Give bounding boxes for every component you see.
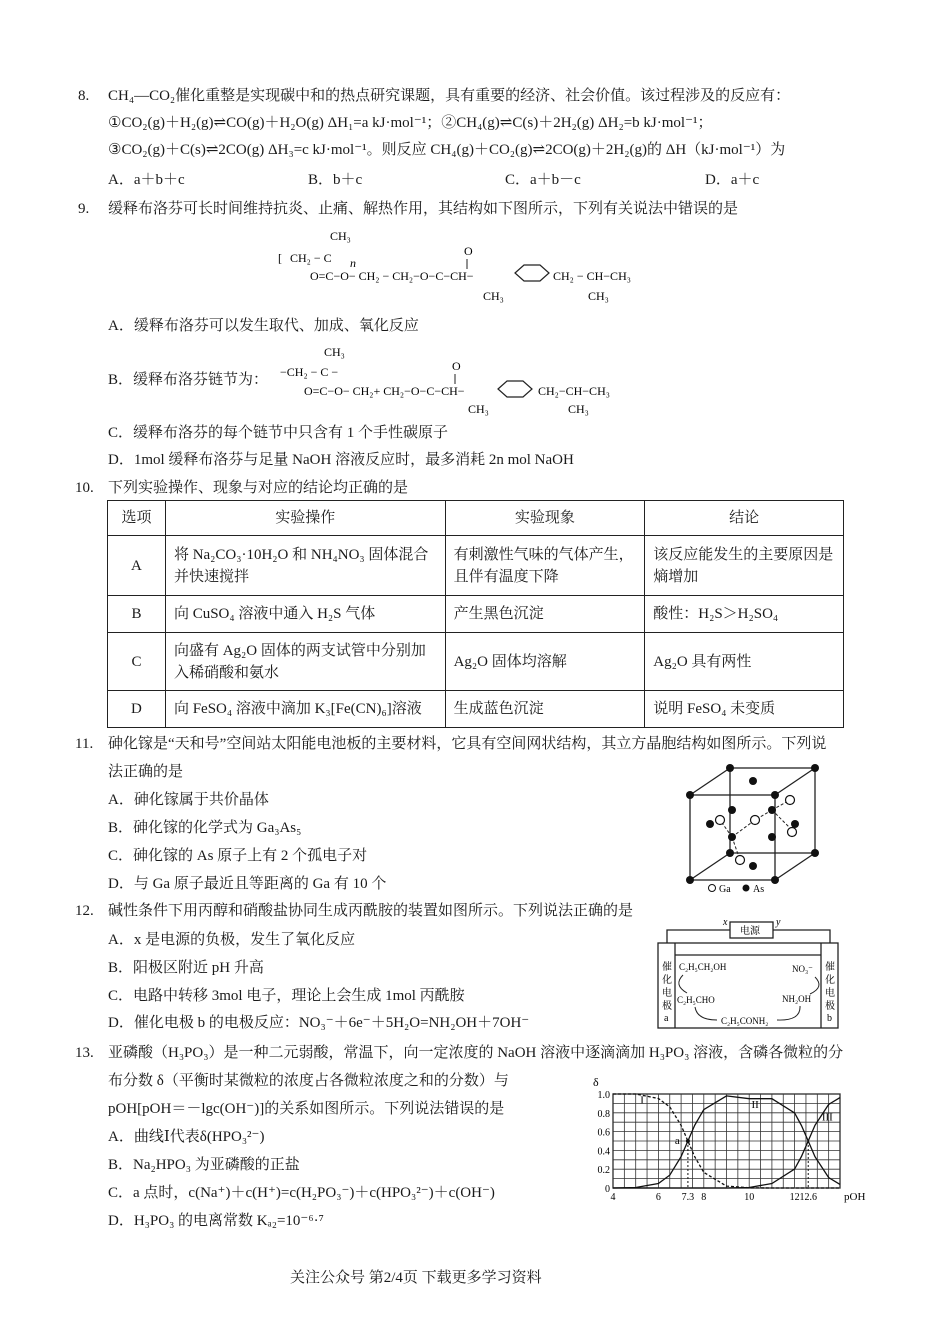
electrode-a-char: 催 <box>662 962 672 973</box>
unit-ch3-b: CH₃ <box>568 402 589 416</box>
y-tick-label: 0.6 <box>597 1127 610 1139</box>
x-axis-label: pOH <box>844 1191 866 1203</box>
arrow-icon <box>695 1007 717 1020</box>
header-phenomenon: 实验现象 <box>445 501 645 536</box>
q9-option-c[interactable]: C．缓释布洛芬的每个链节中只含有 1 个手性碳原子 <box>108 425 449 441</box>
struct-tail: CH₂ − CH−CH₃ <box>553 269 631 283</box>
q9-option-a[interactable]: A．缓释布洛芬可以发生取代、加成、氧化反应 <box>108 318 419 334</box>
q13-option-d[interactable]: D．H₃PO₃ 的电离常数 Kₐ₂=10⁻⁶·⁷ <box>108 1213 324 1229</box>
row-operation: 将 Na₂CO₃·10H₂O 和 NH₄NO₃ 固体混合并快速搅拌 <box>165 536 445 596</box>
header-operation: 实验操作 <box>165 501 445 536</box>
q9-option-d[interactable]: D．1mol 缓释布洛芬与足量 NaOH 溶液反应时，最多消耗 2n mol NaOH <box>108 452 574 468</box>
q11-stem-2: 法正确的是 <box>108 764 184 780</box>
q11-option-c[interactable]: C．砷化镓的 As 原子上有 2 个孤电子对 <box>108 848 368 864</box>
struct-bracket: [ <box>278 251 282 265</box>
y-tick-label: 0 <box>605 1184 610 1195</box>
y-tick-label: 0.4 <box>597 1146 610 1158</box>
q11-option-d[interactable]: D．与 Ga 原子最近且等距离的 Ga 有 10 个 <box>108 876 387 892</box>
struct-ch3-a: CH₃ <box>483 289 504 303</box>
row-label: B <box>108 596 166 633</box>
table-header-row <box>108 501 844 536</box>
row-phenomenon: 产生黑色沉淀 <box>445 596 645 633</box>
q8-equations-1: ①CO₂(g)＋H₂(g)⇌CO(g)＋H₂O(g) ΔH₁=a kJ·mol⁻¹；②CH₄(g)⇌C(s)＋2H₂(g) ΔH₂=b kJ·mol⁻¹； <box>108 115 713 131</box>
nitrate-label: NO₃⁻ <box>792 964 813 974</box>
q10-number: 10. <box>75 480 94 496</box>
arrow-icon <box>679 975 687 993</box>
q8-option-c[interactable]: C．a＋b－c <box>505 172 581 188</box>
q8-option-a[interactable]: A．a＋b＋c <box>108 172 185 188</box>
q13-stem-3: pOH[pOH＝－lgc(OH⁻)]的关系如图所示。下列说法错误的是 <box>108 1101 505 1117</box>
series-label-III: III <box>821 1111 833 1124</box>
amide-label: C₂H₅CONH₂ <box>721 1016 769 1026</box>
x-tick-label: 12.6 <box>799 1192 817 1203</box>
power-source-label: 电源 <box>740 926 760 937</box>
table-row <box>108 596 844 633</box>
q12-option-a[interactable]: A．x 是电源的负极，发生了氧化反应 <box>108 932 356 948</box>
struct-ester: O=C−O− CH₂ − CH₂−O−C−CH− <box>310 269 474 283</box>
row-phenomenon: 有刺激性气味的气体产生，且伴有温度下降 <box>445 536 645 596</box>
electrode-a-label <box>662 960 672 1024</box>
x-tick-label: 12 <box>789 1192 800 1203</box>
unit-ester: O=C−O− CH₂+ CH₂−O−C−CH− <box>304 384 465 398</box>
legend-ga: Ga <box>719 884 731 895</box>
propanol-label: C₂H₅CH₂OH <box>679 962 727 972</box>
ibuprofen-repeat-unit-structure <box>272 343 652 418</box>
x-tick-label: 8 <box>701 1192 707 1203</box>
electrode-a-char: 化 <box>662 975 672 986</box>
page-footer: 关注公众号 第2/4页 下载更多学习资料 <box>290 1270 542 1286</box>
row-conclusion: 酸性：H₂S＞H₂SO₄ <box>645 596 844 633</box>
unit-ch3: CH₃ <box>324 345 345 359</box>
series-label-II: II <box>751 1099 759 1112</box>
row-operation: 向 FeSO₄ 溶液中滴加 K₃[Fe(CN)₆]溶液 <box>165 691 445 728</box>
x-tick-label: 6 <box>655 1192 661 1203</box>
electrode-a-char: 电 <box>662 988 672 999</box>
electrode-b-char: 电 <box>825 988 835 999</box>
struct-chain: CH₂ − C <box>290 251 332 265</box>
q11-number: 11. <box>75 736 94 752</box>
y-tick-label: 0.2 <box>597 1165 610 1177</box>
gaas-unit-cell-diagram <box>680 760 880 895</box>
electrode-b-char: 催 <box>825 962 835 973</box>
electrode-b-label <box>825 960 835 1024</box>
ga-legend-icon <box>709 885 716 892</box>
hydroxylamine-label: NH₂OH <box>782 994 812 1004</box>
q8-stem: CH₄—CO₂催化重整是实现碳中和的热点研究课题，具有重要的经济、社会价值。该过程涉及的反应有： <box>108 88 791 104</box>
propanal-label: C₂H₅CHO <box>677 995 715 1005</box>
row-conclusion: Ag₂O 具有两性 <box>645 633 844 691</box>
row-phenomenon: Ag₂O 固体均溶解 <box>445 633 645 691</box>
row-conclusion: 该反应能发生的主要原因是熵增加 <box>645 536 844 596</box>
x-tick-label: 4 <box>610 1192 616 1203</box>
terminal-x: x <box>723 917 728 928</box>
q8-number: 8. <box>78 88 90 104</box>
q13-option-b[interactable]: B．Na₂HPO₃ 为亚磷酸的正盐 <box>108 1157 300 1173</box>
as-legend-icon <box>743 885 750 892</box>
legend-as: As <box>753 884 765 895</box>
electrode-a-char: a <box>664 1013 669 1024</box>
q13-number: 13. <box>75 1045 94 1061</box>
q11-option-b[interactable]: B．砷化镓的化学式为 Ga₃As₅ <box>108 820 302 836</box>
table-row <box>108 691 844 728</box>
series-label-I: I <box>640 1094 644 1107</box>
q9-option-b[interactable]: B．缓释布洛芬链节为： <box>108 372 269 388</box>
arrow-icon <box>777 1006 800 1020</box>
q12-number: 12. <box>75 903 94 919</box>
arrow-icon <box>810 977 819 994</box>
row-label: D <box>108 691 166 728</box>
benzene-ring-icon <box>515 265 549 281</box>
table-row <box>108 633 844 691</box>
distribution-fraction-chart <box>580 1072 870 1212</box>
row-conclusion: 说明 FeSO₄ 未变质 <box>645 691 844 728</box>
y-tick-label: 0.8 <box>597 1108 610 1120</box>
q13-option-c[interactable]: C．a 点时，c(Na⁺)＋c(H⁺)=c(H₂PO₃⁻)＋c(HPO₃²⁻)＋c(OH⁻) <box>108 1185 495 1201</box>
struct-o: O <box>464 244 473 258</box>
row-label: A <box>108 536 166 596</box>
q13-stem-1: 亚磷酸（H₃PO₃）是一种二元弱酸，常温下，向一定浓度的 NaOH 溶液中逐滴滴加 H₃PO₃ 溶液，含磷各微粒的分 <box>108 1045 844 1061</box>
y-tick-label: 1.0 <box>597 1090 610 1101</box>
q13-option-a[interactable]: A．曲线Ⅰ代表δ(HPO₃²⁻) <box>108 1129 265 1145</box>
q10-table <box>107 500 844 728</box>
electrode-b-char: 化 <box>825 975 835 986</box>
point-a-label: a <box>674 1135 680 1147</box>
q12-option-b[interactable]: B．阳极区附近 pH 升高 <box>108 960 264 976</box>
ibuprofen-polymer-structure <box>270 225 650 305</box>
benzene-ring-icon <box>498 381 532 397</box>
q11-option-a[interactable]: A．砷化镓属于共价晶体 <box>108 792 269 808</box>
electrode-b-char: 极 <box>825 1001 835 1012</box>
unit-tail: CH₂−CH−CH₃ <box>538 384 610 398</box>
q8-option-d[interactable]: D．a＋c <box>705 172 760 188</box>
unit-chain: −CH₂ − C − <box>280 365 339 379</box>
struct-ch3-b: CH₃ <box>588 289 609 303</box>
x-tick-label: 10 <box>744 1192 755 1203</box>
struct-n: n <box>350 256 356 270</box>
row-label: C <box>108 633 166 691</box>
electrode-a-char: 极 <box>662 1001 672 1012</box>
q12-option-c[interactable]: C．电路中转移 3mol 电子，理论上会生成 1mol 丙酰胺 <box>108 988 465 1004</box>
q9-stem: 缓释布洛芬可长时间维持抗炎、止痛、解热作用，其结构如下图所示，下列有关说法中错误的是 <box>108 201 739 217</box>
q9-number: 9. <box>78 201 90 217</box>
row-operation: 向 CuSO₄ 溶液中通入 H₂S 气体 <box>165 596 445 633</box>
q12-option-d[interactable]: D．催化电极 b 的电极反应：NO₃⁻＋6e⁻＋5H₂O=NH₂OH＋7OH⁻ <box>108 1015 530 1031</box>
q8-equations-2: ③CO₂(g)＋C(s)⇌2CO(g) ΔH₃=c kJ·mol⁻¹。则反应 CH₄(g)＋CO₂(g)⇌2CO(g)＋2H₂(g)的 ΔH（kJ·mol⁻¹）为 <box>108 142 786 158</box>
unit-ch3-a: CH₃ <box>468 402 489 416</box>
q13-stem-2: 布分数 δ（平衡时某微粒的浓度占各微粒浓度之和的分数）与 <box>108 1073 509 1089</box>
unit-o: O <box>452 359 461 373</box>
q11-stem-1: 砷化镓是“天和号”空间站太阳能电池板的主要材料，它具有空间网状结构，其立方晶胞结构如图所示。下列说 <box>108 736 827 752</box>
q8-option-b[interactable]: B．b＋c <box>308 172 363 188</box>
electrode-b-char: b <box>827 1013 832 1024</box>
row-phenomenon: 生成蓝色沉淀 <box>445 691 645 728</box>
header-option: 选项 <box>108 501 166 536</box>
header-conclusion: 结论 <box>645 501 844 536</box>
x-tick-label: 7.3 <box>681 1192 695 1203</box>
y-axis-label: δ <box>593 1075 599 1089</box>
electrolysis-cell-diagram <box>655 915 845 1033</box>
table-row <box>108 536 844 596</box>
terminal-y: y <box>776 917 781 928</box>
q10-stem: 下列实验操作、现象与对应的结论均正确的是 <box>108 480 409 496</box>
q12-stem: 碱性条件下用丙醇和硝酸盐协同生成丙酰胺的装置如图所示。下列说法正确的是 <box>108 903 634 919</box>
struct-ch3: CH₃ <box>330 229 351 243</box>
row-operation: 向盛有 Ag₂O 固体的两支试管中分别加入稀硝酸和氨水 <box>165 633 445 691</box>
